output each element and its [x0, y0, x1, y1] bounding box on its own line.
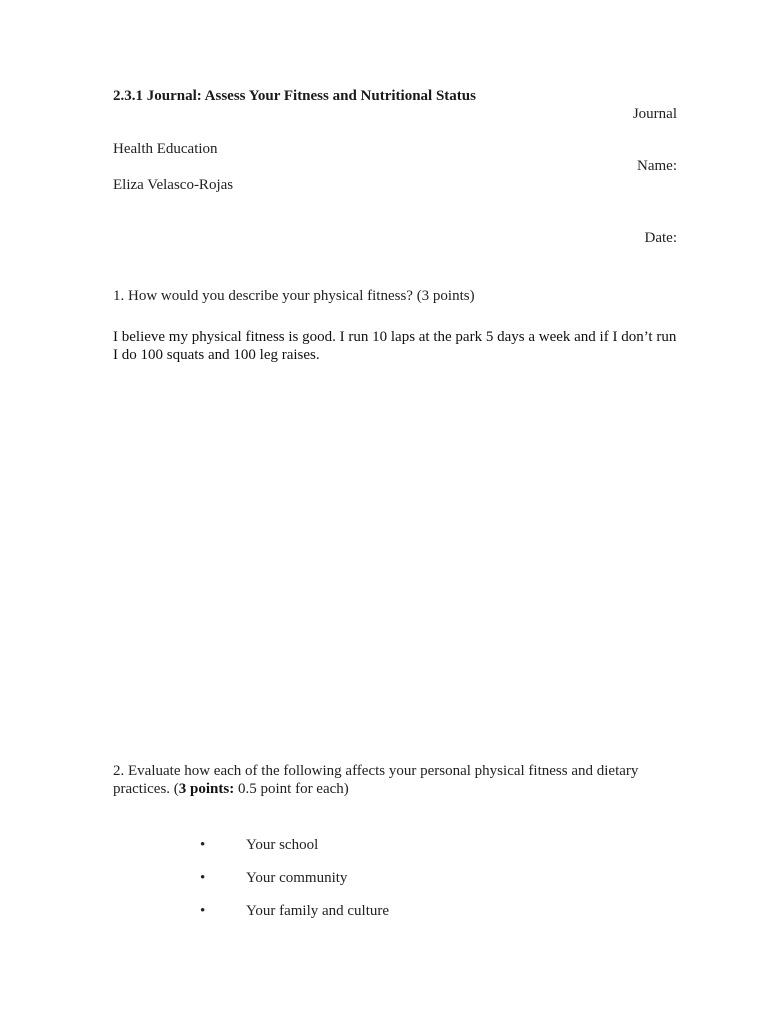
journal-title: 2.3.1 Journal: Assess Your Fitness and Nutritional Status [113, 88, 476, 104]
course-name: Health Education [113, 141, 218, 157]
question-2-prompt [113, 762, 678, 798]
date-label: Date: [644, 230, 677, 246]
name-label: Name: [637, 158, 677, 174]
list-item-text: Your family and culture [246, 903, 390, 919]
question-2-prompt-end: 0.5 point for each) [234, 781, 349, 797]
assignment-type-label: Journal [632, 106, 677, 122]
bullet-icon: • [200, 870, 206, 886]
list-item-text: Your school [246, 837, 319, 853]
question-2-points-bold: 3 points: [178, 781, 235, 797]
student-name: Eliza Velasco-Rojas [113, 177, 234, 193]
bullet-icon: • [200, 837, 206, 853]
question-1-prompt: 1. How would you describe your physical fitness? (3 points) [113, 288, 475, 304]
list-item-text: Your community [246, 870, 348, 886]
bullet-icon: • [200, 903, 206, 919]
question-1-answer: I believe my physical fitness is good. I run 10 laps at the park 5 days a week and if I don’t run I do 100 squats and 100 leg raises. [113, 329, 677, 363]
question-2-prompt-start: 2. Evaluate how each of the following affects your personal physical fitness and dietary practices. ( [113, 763, 639, 797]
